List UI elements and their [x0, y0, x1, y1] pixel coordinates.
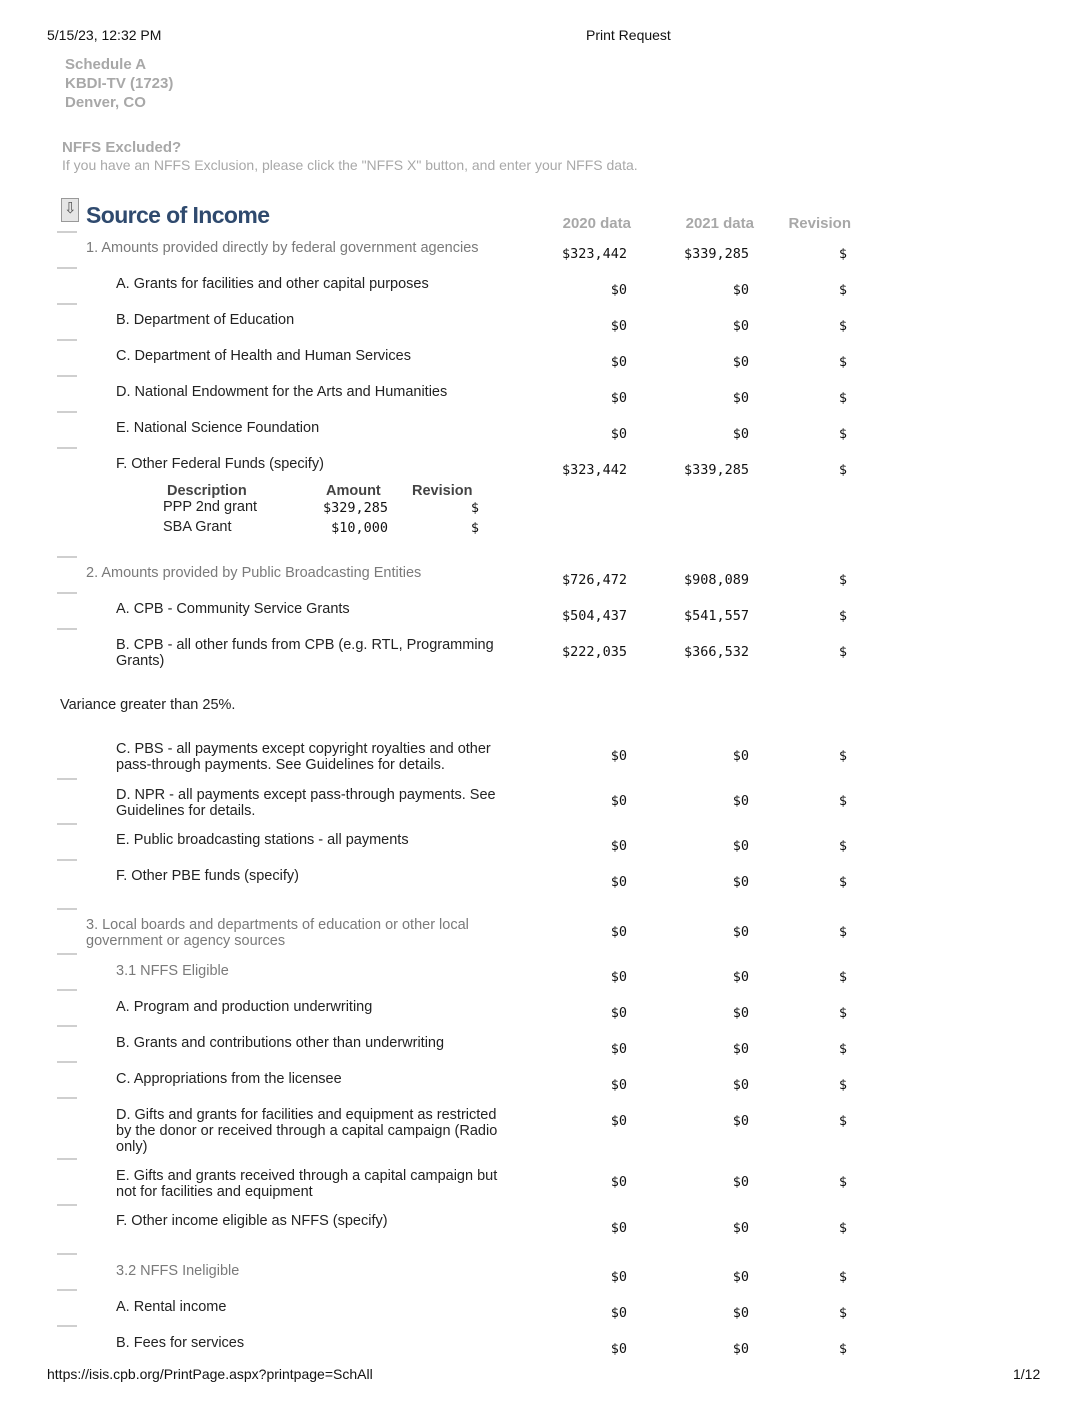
- value-revision[interactable]: $: [838, 748, 847, 764]
- row-label: 3.1 NFFS Eligible: [116, 963, 229, 979]
- value-2020: $0: [610, 1341, 627, 1357]
- row-label: 3.2 NFFS Ineligible: [116, 1263, 240, 1279]
- value-revision[interactable]: $: [838, 969, 847, 985]
- row-divider: [57, 1253, 77, 1255]
- value-2021: $0: [732, 748, 749, 764]
- row-label: D. NPR - all payments except pass-through payments. See Guidelines for details.: [116, 787, 496, 819]
- value-2020: $0: [610, 1174, 627, 1190]
- value-revision[interactable]: $: [838, 1305, 847, 1321]
- column-header-revision: Revision: [788, 215, 851, 232]
- value-2020: $0: [610, 318, 627, 334]
- value-2021: $339,285: [683, 246, 749, 262]
- value-2020: $0: [610, 1041, 627, 1057]
- row-divider: [57, 1204, 77, 1206]
- row-divider: [57, 1025, 77, 1027]
- value-2020: $323,442: [561, 462, 627, 478]
- row-divider: [57, 267, 77, 269]
- value-2020: $0: [610, 874, 627, 890]
- row-divider: [57, 411, 77, 413]
- value-2021: $0: [732, 354, 749, 370]
- value-2021: $0: [732, 793, 749, 809]
- footer-page-number: 1/12: [1013, 1366, 1041, 1382]
- value-2020: $323,442: [561, 246, 627, 262]
- value-2020: $0: [610, 354, 627, 370]
- value-revision[interactable]: $: [838, 282, 847, 298]
- value-2020: $0: [610, 1220, 627, 1236]
- row-divider: [57, 989, 77, 991]
- row-divider: [57, 823, 77, 825]
- row-label: D. National Endowment for the Arts and Humanities: [116, 384, 448, 400]
- value-revision[interactable]: $: [838, 246, 847, 262]
- subtable-description: SBA Grant: [163, 519, 232, 535]
- value-2021: $0: [732, 1220, 749, 1236]
- row-label: A. Program and production underwriting: [116, 999, 373, 1015]
- subtable-header-amount: Amount: [326, 483, 381, 499]
- row-label: B. Department of Education: [116, 312, 295, 328]
- value-revision[interactable]: $: [838, 838, 847, 854]
- column-header-2021: 2021 data: [685, 215, 754, 232]
- value-2020: $0: [610, 426, 627, 442]
- value-revision[interactable]: $: [838, 354, 847, 370]
- value-2020: $0: [610, 1113, 627, 1129]
- row-divider: [57, 778, 77, 780]
- row-label: E. Gifts and grants received through a capital campaign but not for facilities and equipment: [116, 1168, 498, 1200]
- value-2020: $0: [610, 748, 627, 764]
- value-2021: $0: [732, 1005, 749, 1021]
- column-header-2020: 2020 data: [562, 215, 631, 232]
- value-2020: $222,035: [561, 644, 627, 660]
- value-revision[interactable]: $: [838, 462, 847, 478]
- value-revision[interactable]: $: [838, 924, 847, 940]
- value-2021: $0: [732, 1174, 749, 1190]
- value-revision[interactable]: $: [838, 1041, 847, 1057]
- row-label: F. Other Federal Funds (specify): [116, 456, 324, 472]
- row-label: C. PBS - all payments except copyright royalties and other pass-through payments. See Guidelines for details.: [116, 741, 491, 773]
- row-label: A. Rental income: [116, 1299, 227, 1315]
- value-revision[interactable]: $: [838, 644, 847, 660]
- value-2020: $0: [610, 1077, 627, 1093]
- value-2021: $0: [732, 1269, 749, 1285]
- row-divider: [57, 231, 77, 233]
- value-2021: $0: [732, 1041, 749, 1057]
- row-divider: [57, 303, 77, 305]
- value-2021: $0: [732, 969, 749, 985]
- row-divider: [57, 1289, 77, 1291]
- print-page-title: Print Request: [586, 27, 671, 43]
- value-revision[interactable]: $: [838, 608, 847, 624]
- value-revision[interactable]: $: [838, 1174, 847, 1190]
- row-label: E. National Science Foundation: [116, 420, 320, 436]
- value-2021: $0: [732, 1341, 749, 1357]
- section-title: Source of Income: [86, 202, 270, 228]
- row-divider: [57, 339, 77, 341]
- nffs-excluded-description: If you have an NFFS Exclusion, please click the "NFFS X" button, and enter your NFFS data.: [62, 157, 638, 173]
- download-arrow-icon[interactable]: [61, 198, 79, 222]
- value-2020: $0: [610, 838, 627, 854]
- row-divider: [57, 1158, 77, 1160]
- value-revision[interactable]: $: [838, 1113, 847, 1129]
- value-2021: $0: [732, 838, 749, 854]
- value-revision[interactable]: $: [838, 572, 847, 588]
- row-label: B. Fees for services: [116, 1335, 245, 1351]
- value-revision[interactable]: $: [838, 1220, 847, 1236]
- nffs-excluded-title: NFFS Excluded?: [62, 139, 182, 156]
- row-label: 3. Local boards and departments of education or other local government or agency sources: [86, 917, 469, 949]
- value-revision[interactable]: $: [838, 318, 847, 334]
- row-label: F. Other income eligible as NFFS (specify): [116, 1213, 388, 1229]
- value-2021: $0: [732, 1077, 749, 1093]
- row-label: C. Appropriations from the licensee: [116, 1071, 342, 1087]
- subtable-revision[interactable]: $: [470, 520, 479, 536]
- footer-url: https://isis.cpb.org/PrintPage.aspx?printpage=SchAll: [47, 1366, 373, 1382]
- row-label: 1. Amounts provided directly by federal government agencies: [86, 240, 479, 256]
- row-label: B. Grants and contributions other than underwriting: [116, 1035, 445, 1051]
- value-2020: $0: [610, 793, 627, 809]
- row-label: A. CPB - Community Service Grants: [116, 601, 350, 617]
- subtable-description: PPP 2nd grant: [163, 499, 258, 515]
- value-revision[interactable]: $: [838, 1341, 847, 1357]
- row-divider: [57, 859, 77, 861]
- value-revision[interactable]: $: [838, 1269, 847, 1285]
- row-label: E. Public broadcasting stations - all payments: [116, 832, 409, 848]
- subtable-header-revision: Revision: [412, 483, 473, 499]
- print-datetime: 5/15/23, 12:32 PM: [47, 27, 162, 43]
- value-2021: $0: [732, 318, 749, 334]
- value-2020: $0: [610, 1269, 627, 1285]
- row-divider: [57, 375, 77, 377]
- row-label: 2. Amounts provided by Public Broadcasting Entities: [86, 565, 422, 581]
- value-2021: $0: [732, 390, 749, 406]
- value-revision[interactable]: $: [838, 1005, 847, 1021]
- row-divider: [57, 1097, 77, 1099]
- subtable-revision[interactable]: $: [470, 500, 479, 516]
- value-2020: $0: [610, 1305, 627, 1321]
- value-revision[interactable]: $: [838, 1077, 847, 1093]
- value-2021: $0: [732, 924, 749, 940]
- subtable-header-description: Description: [167, 483, 247, 499]
- row-divider: [57, 908, 77, 910]
- row-label: D. Gifts and grants for facilities and equipment as restricted by the donor or received through a capital campaign (Radio only): [116, 1107, 498, 1155]
- row-divider: [57, 953, 77, 955]
- row-divider: [57, 1325, 77, 1327]
- subtable-amount: $329,285: [322, 500, 388, 516]
- value-2021: $0: [732, 282, 749, 298]
- station-name: KBDI-TV (1723): [65, 75, 174, 92]
- value-2021: $339,285: [683, 462, 749, 478]
- value-2020: $0: [610, 1005, 627, 1021]
- variance-note: Variance greater than 25%.: [60, 697, 236, 713]
- value-2020: $0: [610, 924, 627, 940]
- value-2021: $0: [732, 426, 749, 442]
- value-2021: $0: [732, 1113, 749, 1129]
- value-2020: $0: [610, 282, 627, 298]
- row-divider: [57, 1061, 77, 1063]
- value-revision[interactable]: $: [838, 390, 847, 406]
- subtable-amount: $10,000: [331, 520, 388, 536]
- row-label: F. Other PBE funds (specify): [116, 868, 299, 884]
- value-2021: $0: [732, 1305, 749, 1321]
- value-2020: $726,472: [561, 572, 627, 588]
- value-2021: $541,557: [683, 608, 749, 624]
- row-divider: [57, 447, 77, 449]
- row-divider: [57, 628, 77, 630]
- row-divider: [57, 592, 77, 594]
- value-revision[interactable]: $: [838, 426, 847, 442]
- value-revision[interactable]: $: [838, 874, 847, 890]
- station-location: Denver, CO: [65, 94, 146, 111]
- value-2021: $908,089: [683, 572, 749, 588]
- value-2021: $0: [732, 874, 749, 890]
- row-label: A. Grants for facilities and other capital purposes: [116, 276, 429, 292]
- value-2020: $0: [610, 969, 627, 985]
- row-divider: [57, 556, 77, 558]
- value-2020: $0: [610, 390, 627, 406]
- row-label: C. Department of Health and Human Services: [116, 348, 411, 364]
- value-2021: $366,532: [683, 644, 749, 660]
- value-revision[interactable]: $: [838, 793, 847, 809]
- row-label: B. CPB - all other funds from CPB (e.g. RTL, Programming Grants): [116, 637, 494, 669]
- value-2020: $504,437: [561, 608, 627, 624]
- schedule-name: Schedule A: [65, 56, 147, 73]
